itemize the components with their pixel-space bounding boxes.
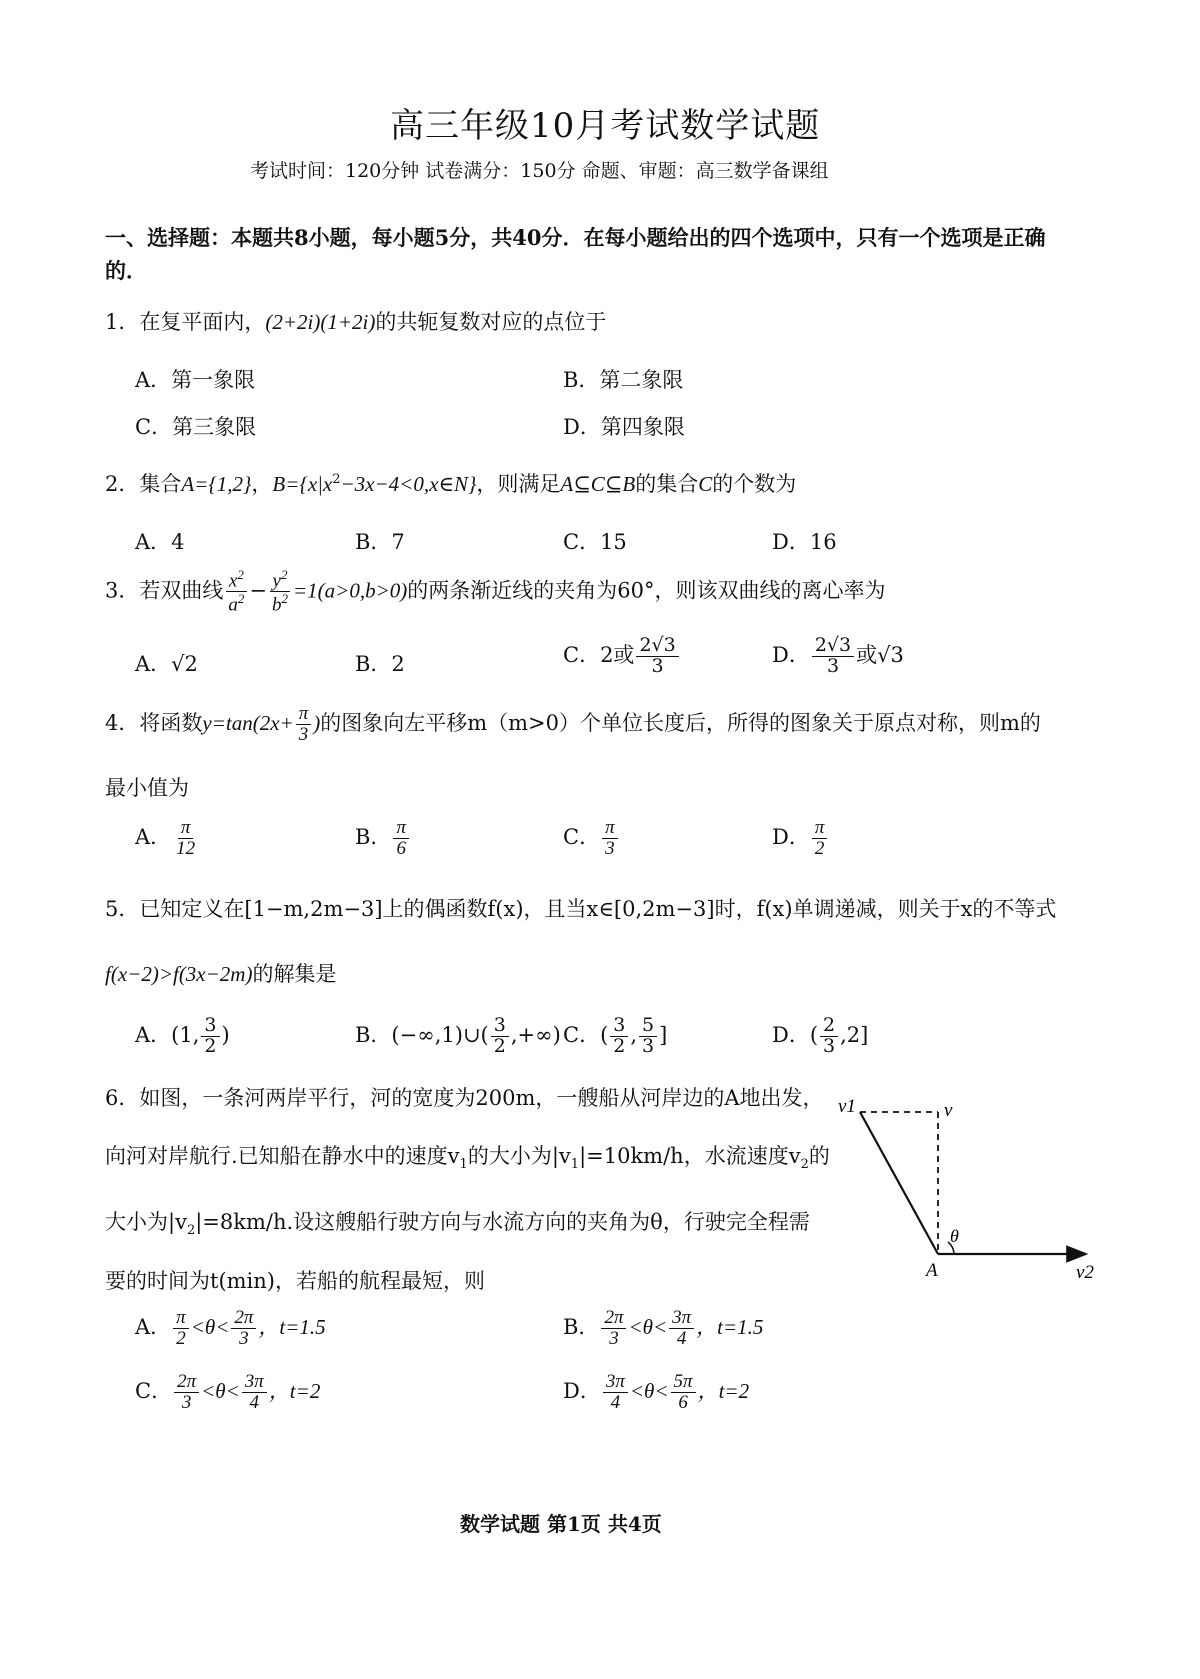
math-expression: −3x−4<0,x∈N} xyxy=(340,472,477,496)
question-number: 3． xyxy=(105,578,140,603)
section-heading-cont: 的． xyxy=(105,258,147,283)
option-label: A． xyxy=(135,824,172,849)
label-theta: θ xyxy=(950,1226,959,1246)
velocity-vector-diagram xyxy=(830,1090,1100,1290)
stem-text: 向河对岸航行.已知船在静水中的速度v xyxy=(105,1144,460,1168)
stem-text: 大小为|v xyxy=(105,1210,187,1234)
page-title: 高三年级10月考试数学试题 xyxy=(390,106,821,146)
option-label: B． xyxy=(355,824,392,849)
fraction: $\frac{\pi}{2}$ xyxy=(173,1308,189,1349)
option-label: D． xyxy=(563,1378,601,1403)
label-A: A xyxy=(926,1260,938,1281)
q4-option-d xyxy=(772,818,829,859)
option-text: D．( xyxy=(772,1022,819,1047)
math-expression: f(x−2)>f(3x−2m) xyxy=(105,962,253,986)
label-v1: v1 xyxy=(838,1096,856,1117)
q2-option-b: B．7 xyxy=(355,530,405,554)
fraction: $\frac{2}{3}$ xyxy=(820,1016,838,1057)
question-5-stem xyxy=(105,893,1056,923)
label-v: v xyxy=(944,1100,953,1121)
option-text: ，t=1.5 xyxy=(696,1314,764,1339)
stem-text: 在复平面内， xyxy=(139,310,266,334)
question-6-stem-line2: 向河对岸航行.已知船在静水中的速度$v_1$的大小为$|v_1|=10km/h$，水流速度$v_2$的 xyxy=(105,1144,830,1173)
fraction-pi-3: $\frac{\pi}{3}$ xyxy=(296,704,312,745)
q5-option-b xyxy=(355,1016,561,1057)
question-6-stem-line3: 大小为$|v_2|=8km/h$.设这艘船行驶方向与水流方向的夹角为θ，行驶完全程需 xyxy=(105,1210,810,1239)
stem-text: 的共轭复数对应的点位于 xyxy=(375,310,607,334)
math-expression: C xyxy=(698,472,713,496)
fraction: $\frac{2\pi}{3}$ xyxy=(174,1372,199,1413)
fraction: $\frac{3}{2}$ xyxy=(491,1016,509,1057)
stem-text: 的两条渐近线的夹角为60°，则该双曲线的离心率为 xyxy=(407,578,886,603)
vector-v1 xyxy=(860,1112,938,1254)
q3-option-a: A．√2 xyxy=(135,652,198,676)
page-footer: 数学试题 第1页 共4页 xyxy=(460,1512,662,1536)
question-4-stem xyxy=(105,704,1041,745)
fraction: $\frac{\pi}{3}$ xyxy=(602,818,618,859)
fraction: $\frac{\pi}{2}$ xyxy=(812,818,828,859)
q1-option-b: B．第二象限 xyxy=(563,368,684,392)
q2-option-d: D．16 xyxy=(772,530,837,554)
question-number: 2． xyxy=(105,472,140,496)
stem-text: 的个数为 xyxy=(712,472,797,496)
math-expression: =1(a>0,b>0) xyxy=(292,578,408,603)
q6-option-d: D． $\frac{3\pi}{4}$ <θ< $\frac{5\pi}{6}$ ，t=2 xyxy=(563,1371,750,1413)
fraction: $\frac{3}{2}$ xyxy=(201,1016,219,1057)
option-text: 或√3 xyxy=(856,642,904,667)
option-text: ] xyxy=(659,1022,668,1047)
q4-option-a xyxy=(135,818,200,859)
question-6-stem-line4: 要的时间为t(min)，若船的航程最短，则 xyxy=(105,1269,485,1293)
stem-text: 的 xyxy=(808,1144,830,1168)
q3-option-d xyxy=(772,636,904,677)
label-v2: v2 xyxy=(1076,1262,1094,1283)
stem-text: 的大小为|v xyxy=(467,1144,571,1168)
option-text: D． xyxy=(772,642,810,667)
option-label: C． xyxy=(563,824,601,849)
question-6-stem xyxy=(105,1082,824,1112)
stem-text: 集合 xyxy=(139,472,182,496)
stem-text: 将函数 xyxy=(139,710,203,735)
option-text: B．(−∞,1)∪( xyxy=(355,1022,489,1047)
stem-text: 已知定义在[1−m,2m−3]上的偶函数f(x)，且当x∈[0,2m−3]时，f(x)单调递减，则关于x的不等式 xyxy=(139,897,1057,921)
stem-text: ， xyxy=(251,472,273,496)
q2-option-a: A．4 xyxy=(135,530,185,554)
option-label: A． xyxy=(135,1314,172,1339)
q4-option-b xyxy=(355,818,411,859)
fraction: $\frac{3\pi}{4}$ xyxy=(603,1372,628,1413)
q1-option-a: A．第一象限 xyxy=(135,368,256,392)
option-label: B． xyxy=(563,1314,600,1339)
option-text: C．2或 xyxy=(563,642,635,667)
q3-option-c xyxy=(563,636,681,677)
stem-text: |=8km/h.设这艘船行驶方向与水流方向的夹角为θ，行驶完全程需 xyxy=(195,1210,810,1234)
q6-option-c: C． $\frac{2\pi}{3}$ <θ< $\frac{3\pi}{4}$ ，t=2 xyxy=(135,1371,321,1413)
q5-option-c: C．( $\frac{3}{2}$ , $\frac{5}{3}$ ] xyxy=(563,1014,668,1057)
math-expression: y=tan(2x+ xyxy=(202,710,294,735)
fraction: $\frac{5}{3}$ xyxy=(639,1016,657,1057)
question-4-stem-cont: 最小值为 xyxy=(105,776,189,800)
q5-option-a xyxy=(135,1016,230,1057)
fraction-y2-b2: $\frac{y^2}{b^2}$ xyxy=(269,568,291,616)
stem-text: 如图，一条河两岸平行，河的宽度为200m，一艘船从河岸边的A地出发， xyxy=(139,1086,824,1110)
q5-option-d xyxy=(772,1016,868,1057)
section-heading: 一、选择题：本题共8小题，每小题5分，共40分．在每小题给出的四个选项中，只有一个选项是正确 xyxy=(105,225,1046,250)
fraction: $\frac{3}{2}$ xyxy=(610,1016,628,1057)
option-text: ) xyxy=(221,1022,230,1047)
fraction: $\frac{2\pi}{3}$ xyxy=(601,1308,626,1349)
math-expression: B={x|x xyxy=(272,472,333,496)
q4-option-c xyxy=(563,818,620,859)
option-label: C． xyxy=(135,1378,173,1403)
fraction: $\frac{3\pi}{4}$ xyxy=(669,1308,694,1349)
option-text: ，t=2 xyxy=(268,1378,321,1403)
q2-option-c: C．15 xyxy=(563,530,627,554)
fraction-x2-a2: $\frac{x^2}{a^2}$ xyxy=(225,568,247,616)
option-label: D． xyxy=(772,824,810,849)
stem-text: 若双曲线 xyxy=(139,578,224,603)
q1-option-d: D．第四象限 xyxy=(563,415,685,439)
question-5-stem-cont xyxy=(105,958,336,988)
math-expression: (2+2i)(1+2i) xyxy=(265,310,376,334)
fraction: $\frac{\pi}{6}$ xyxy=(393,818,409,859)
option-text: C．( xyxy=(563,1022,609,1047)
question-number: 1． xyxy=(105,310,140,334)
q1-option-c: C．第三象限 xyxy=(135,415,257,439)
fraction: $\frac{2√3}{3}$ xyxy=(636,636,678,677)
fraction: $\frac{5\pi}{6}$ xyxy=(671,1372,696,1413)
exam-info: 考试时间：120分钟 试卷满分：150分 命题、审题：高三数学备课组 xyxy=(250,160,829,182)
question-2-stem: 2．集合A={1,2}，$B=\{x|x^2-3x-4<0,x\in N\}$，则满足A⊆C⊆B的集合C的个数为 xyxy=(105,472,797,496)
stem-text: 的图象向左平移m（m>0）个单位长度后，所得的图象关于原点对称，则m的 xyxy=(320,710,1041,735)
fraction: $\frac{3\pi}{4}$ xyxy=(242,1372,267,1413)
math-expression: A⊆C⊆B xyxy=(560,472,636,496)
question-number: 6． xyxy=(105,1086,140,1110)
stem-text: ，则满足 xyxy=(476,472,561,496)
option-text: ，t=2 xyxy=(697,1378,750,1403)
option-text: ,2] xyxy=(840,1022,869,1047)
q3-option-b: B．2 xyxy=(355,652,405,676)
option-text: ,+∞) xyxy=(510,1022,561,1047)
fraction: $\frac{2\pi}{3}$ xyxy=(231,1308,256,1349)
question-1-stem xyxy=(105,306,606,336)
q6-option-b: B． $\frac{2\pi}{3}$ <θ< $\frac{3\pi}{4}$ ，t=1.5 xyxy=(563,1307,764,1349)
fraction: $\frac{\pi}{12}$ xyxy=(176,817,196,859)
option-text: A．(1, xyxy=(135,1022,200,1047)
q6-option-a: A． $\frac{\pi}{2}$ <θ< $\frac{2\pi}{3}$ ，t=1.5 xyxy=(135,1307,326,1349)
option-text: ，t=1.5 xyxy=(258,1314,326,1339)
math-expression: ) xyxy=(313,710,321,735)
stem-text: 的集合 xyxy=(635,472,699,496)
math-expression: A={1,2} xyxy=(181,472,252,496)
question-number: 4． xyxy=(105,710,140,735)
stem-text: |=10km/h，水流速度v xyxy=(579,1144,801,1168)
stem-text: 的解集是 xyxy=(252,962,337,986)
question-number: 5． xyxy=(105,897,140,921)
question-3-stem: 3．若双曲线 $\frac{x^2}{a^2}$ − $\frac{y^2}{b^2}$ =1(a>0,b>0)的两条渐近线的夹角为60°，则该双曲线的离心率为 xyxy=(105,567,886,616)
fraction: $\frac{2√3}{3}$ xyxy=(812,636,854,677)
